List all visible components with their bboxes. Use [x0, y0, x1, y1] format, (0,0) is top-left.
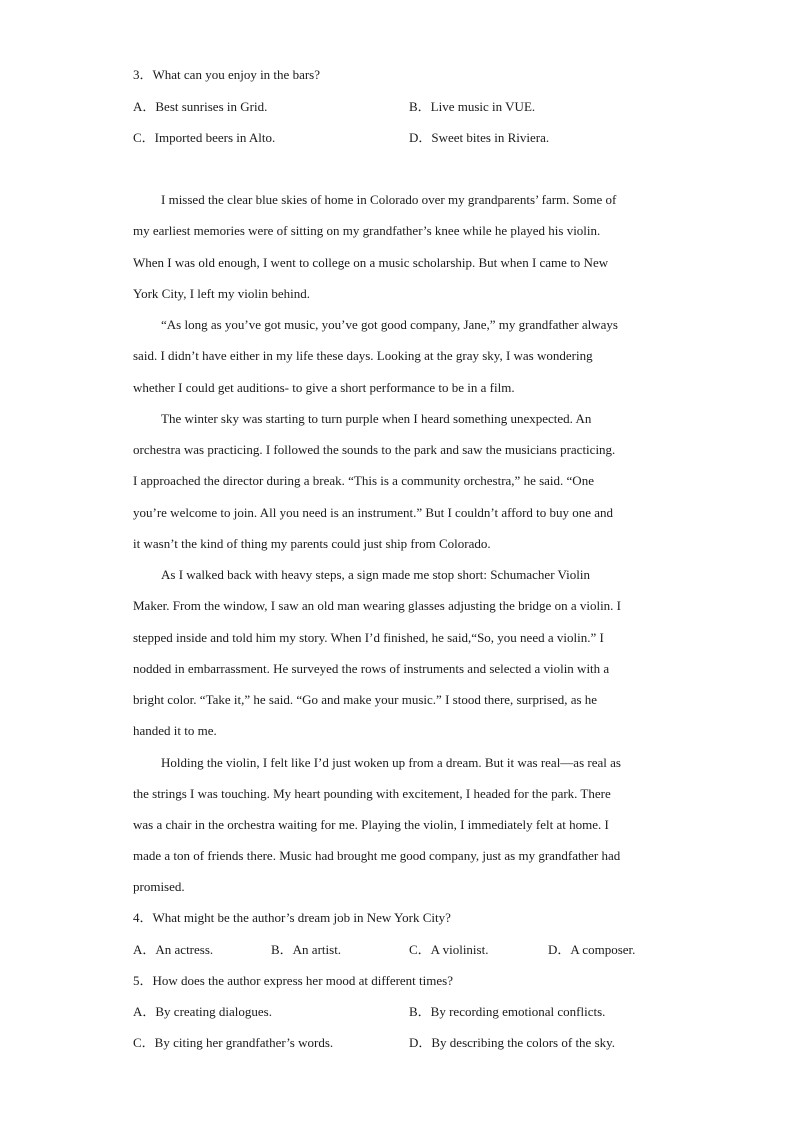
- question-4-option-b: B．An artist.: [271, 942, 342, 957]
- passage-p5-line-4: made a ton of friends there. Music had brought me good company, just as my grandfather had: [133, 848, 621, 863]
- passage-p1-line-3: When I was old enough, I went to college on a music scholarship. But when I came to New: [133, 255, 609, 270]
- question-3-stem: 3．What can you enjoy in the bars?: [133, 67, 320, 82]
- question-5-option-a: A．By creating dialogues.: [133, 1004, 272, 1019]
- question-5-option-d: D．By describing the colors of the sky.: [409, 1035, 616, 1050]
- passage-p2-line-3: whether I could get auditions- to give a short performance to be in a film.: [133, 380, 515, 395]
- question-4-option-c: C．A violinist.: [409, 942, 489, 957]
- passage-p3-line-2: orchestra was practicing. I followed the sounds to the park and saw the musicians practicing.: [133, 442, 616, 457]
- passage-p4-line-1: As I walked back with heavy steps, a sign made me stop short: Schumacher Violin: [161, 567, 590, 582]
- question-3-option-b: B．Live music in VUE.: [409, 99, 536, 114]
- question-3-option-d: D．Sweet bites in Riviera.: [409, 130, 550, 145]
- question-5-stem: 5．How does the author express her mood at different times?: [133, 973, 453, 988]
- passage-p5-line-1: Holding the violin, I felt like I’d just woken up from a dream. But it was real—as real as: [161, 755, 621, 770]
- passage-p1-line-1: I missed the clear blue skies of home in Colorado over my grandparents’ farm. Some of: [161, 192, 617, 207]
- passage-p1-line-2: my earliest memories were of sitting on my grandfather’s knee while he played his violin.: [133, 223, 601, 238]
- passage-p5-line-3: was a chair in the orchestra waiting for me. Playing the violin, I immediately felt at home. I: [133, 817, 609, 832]
- question-5-option-b: B．By recording emotional conflicts.: [409, 1004, 606, 1019]
- passage-p2-line-1: “As long as you’ve got music, you’ve got good company, Jane,” my grandfather always: [161, 317, 618, 332]
- passage-p3-line-1: The winter sky was starting to turn purple when I heard something unexpected. An: [161, 411, 592, 426]
- question-3-option-a: A．Best sunrises in Grid.: [133, 99, 268, 114]
- passage-p5-line-5: promised.: [133, 879, 185, 894]
- passage-p4-line-6: handed it to me.: [133, 723, 217, 738]
- passage-p2-line-2: said. I didn’t have either in my life these days. Looking at the gray sky, I was wondering: [133, 348, 593, 363]
- passage-p4-line-2: Maker. From the window, I saw an old man wearing glasses adjusting the bridge on a violin. I: [133, 598, 622, 613]
- passage-p4-line-5: bright color. “Take it,” he said. “Go and make your music.” I stood there, surprised, as he: [133, 692, 598, 707]
- question-3-option-c: C．Imported beers in Alto.: [133, 130, 276, 145]
- question-4-option-d: D．A composer.: [548, 942, 636, 957]
- passage-p4-line-4: nodded in embarrassment. He surveyed the rows of instruments and selected a violin with a: [133, 661, 610, 676]
- question-5-option-c: C．By citing her grandfather’s words.: [133, 1035, 334, 1050]
- passage-p3-line-3: I approached the director during a break. “This is a community orchestra,” he said. “One: [133, 473, 594, 488]
- passage-p3-line-4: you’re welcome to join. All you need is an instrument.” But I couldn’t afford to buy one and: [133, 505, 614, 520]
- passage-p1-line-4: York City, I left my violin behind.: [133, 286, 310, 301]
- question-4-stem: 4．What might be the author’s dream job in New York City?: [133, 910, 451, 925]
- question-4-option-a: A．An actress.: [133, 942, 214, 957]
- passage-p4-line-3: stepped inside and told him my story. When I’d finished, he said,“So, you need a violin.” I: [133, 630, 604, 645]
- passage-p3-line-5: it wasn’t the kind of thing my parents could just ship from Colorado.: [133, 536, 491, 551]
- passage-p5-line-2: the strings I was touching. My heart pounding with excitement, I headed for the park. There: [133, 786, 611, 801]
